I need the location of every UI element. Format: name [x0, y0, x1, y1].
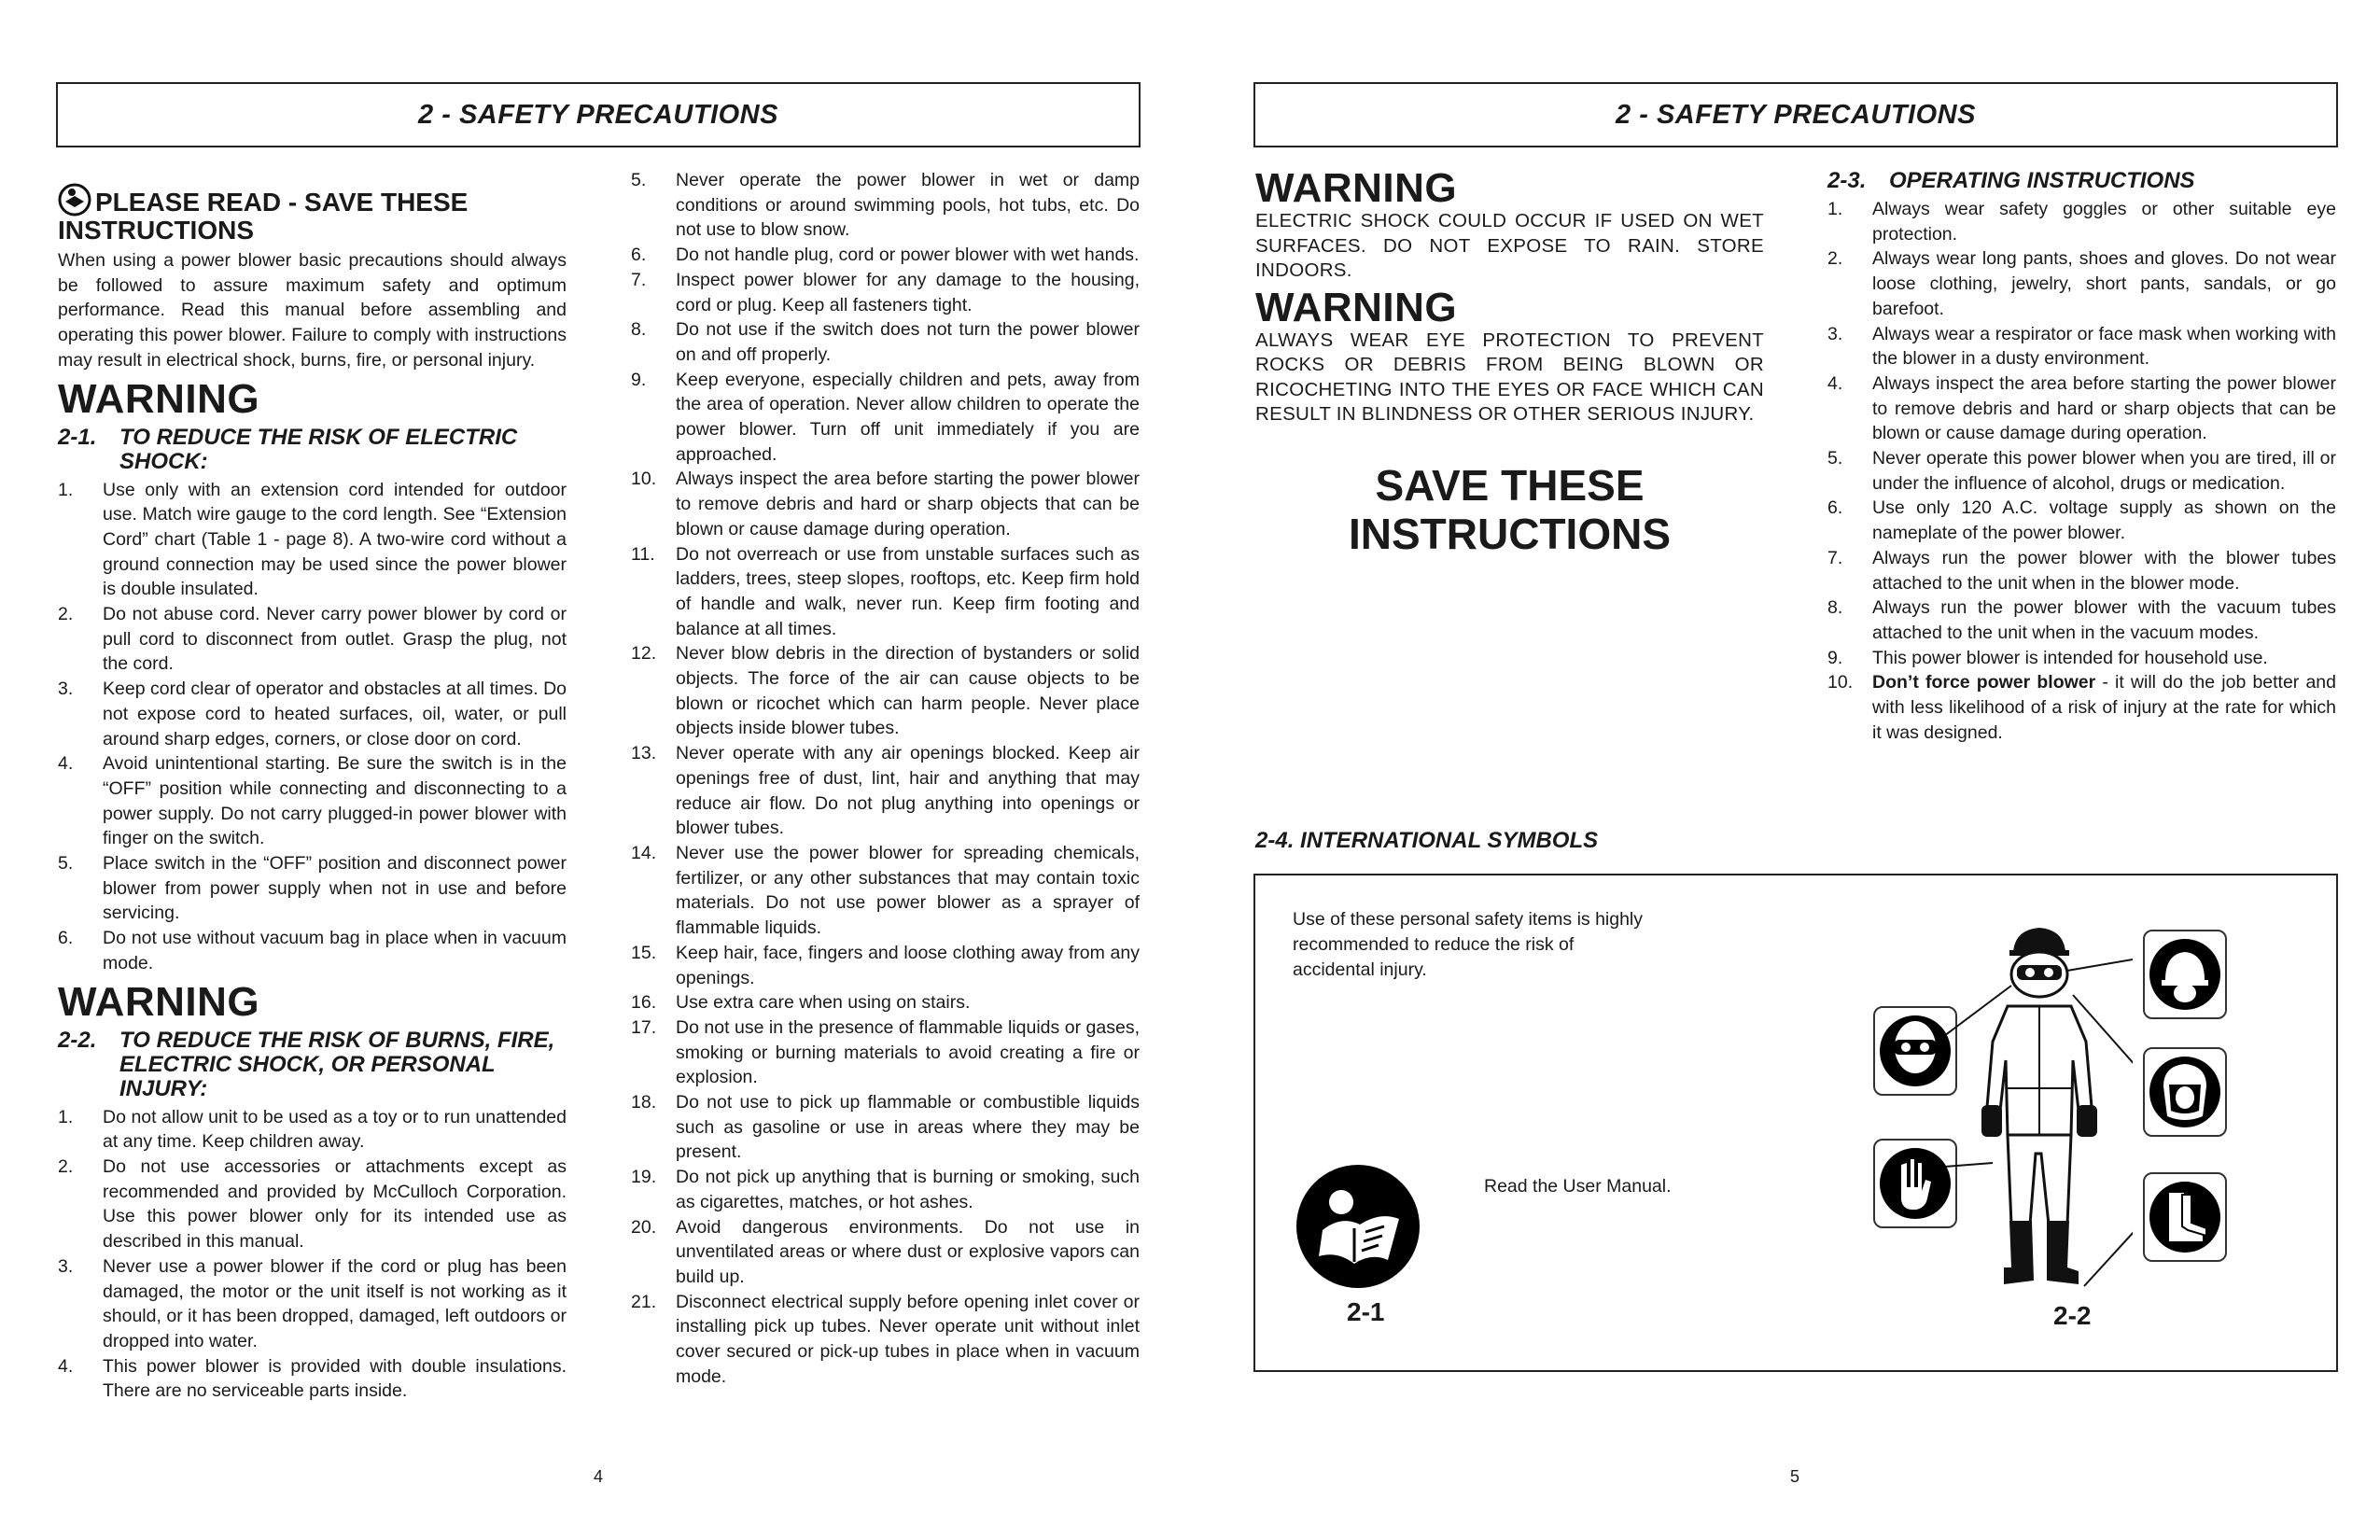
warning-eye-protection-text: ALWAYS WEAR EYE PROTECTION TO PREVENT ROCKS OR DEBRIS FROM BEING BLOWN OR RICOCHETING INTO THE EYES OR FACE WHICH CAN RESULT IN BLINDNESS OR OTHER SERIOUS INJURY.	[1255, 329, 1764, 425]
list-item: 17. Do not use in the presence of flammable liquids or gases, smoking or burning materials to avoid creating a fire or explosion.	[631, 1016, 1140, 1088]
list-item: 14. Never use the power blower for spreading chemicals, fertilizer, or any other substances that may contain toxic materials. Do not use power blower as a sprayer of flammable liquids.	[631, 842, 1140, 939]
hard-hat-icon	[2145, 931, 2225, 1017]
list-item: 21. Disconnect electrical supply before opening inlet cover or installing pick up tubes. Never operate unit without inlet cover secured or pick-up tubes in place when in vacuum mode.	[631, 1291, 1140, 1387]
symbols-note: Use of these personal safety items is highly recommended to reduce the risk of accidental injury.	[1293, 909, 1644, 980]
save-instructions-heading: SAVE THESE INSTRUCTIONS	[1349, 460, 1671, 558]
section-2-4-heading: 2-4. INTERNATIONAL SYMBOLS	[1255, 828, 1599, 853]
right-page-header: 2 - SAFETY PRECAUTIONS	[1253, 82, 2338, 147]
please-read-heading: PLEASE READ - SAVE THESE	[58, 183, 567, 217]
section-2-1-heading: 2-1. TO REDUCE THE RISK OF ELECTRIC SHOCK:	[58, 424, 518, 474]
boots-icon	[2145, 1174, 2225, 1260]
list-item: 6. Do not handle plug, cord or power blower with wet hands.	[631, 245, 1140, 266]
list-item: 5. Place switch in the “OFF” position and disconnect power blower from power supply when not in use and before servicing.	[58, 853, 567, 924]
right-column-1	[1255, 165, 1764, 558]
list-item: 13. Never operate with any air openings blocked. Keep air openings free of dust, lint, hair and anything that may reduce air flow. Do not plug anything into openings or blower tubes.	[631, 743, 1140, 839]
list-item: 1. Always wear safety goggles or other suitable eye protection.	[1827, 199, 2336, 245]
list-item: 18. Do not use to pick up flammable or combustible liquids such as gasoline or use in areas where they may be present.	[631, 1092, 1140, 1163]
intro-paragraph: When using a power blower basic precautions should always be followed to assure maximum safety and optimum performance. Read this manual before assembling and operating this power blower. Failure to comply with instructions may result in electrical shock, burns, fire, or personal injury.	[58, 250, 567, 371]
warning-heading-2: WARNING	[1255, 284, 1458, 330]
list-item: 7. Inspect power blower for any damage to the housing, cord or plug. Keep all fasteners tight.	[631, 269, 1140, 315]
left-column-1	[58, 183, 567, 1404]
list-item: 15. Keep hair, face, fingers and loose clothing away from any openings.	[631, 942, 1140, 988]
list-item: 5. Never operate the power blower in wet or damp conditions or around swimming pools, hot tubs, etc. Do not use to blow snow.	[631, 170, 1140, 241]
list-item: 10. Don’t force power blower - it will do the job better and with less likelihood of a risk of injury at the rate for which it was designed.	[1827, 672, 2336, 743]
right-page	[1190, 0, 2380, 1540]
read-manual-label: Read the User Manual.	[1484, 1176, 1672, 1197]
boots-symbol	[2143, 1172, 2227, 1262]
figure-2-2-label: 2-2	[2053, 1301, 2092, 1330]
face-shield-icon	[2145, 1049, 2225, 1135]
goggles-icon	[1875, 1008, 1955, 1094]
section-2-3-heading: 2-3. OPERATING INSTRUCTIONS	[1827, 168, 2195, 193]
left-page-header: 2 - SAFETY PRECAUTIONS	[56, 82, 1141, 147]
list-item: 19. Do not pick up anything that is burning or smoking, such as cigarettes, matches, or hot ashes.	[631, 1167, 1140, 1212]
read-manual-icon	[58, 183, 93, 217]
face-shield-symbol	[2143, 1047, 2227, 1137]
read-user-manual-icon	[1295, 1163, 1421, 1290]
gloves-symbol	[1873, 1139, 1957, 1228]
list-item: 9. This power blower is intended for household use.	[1827, 647, 2268, 668]
list-item: 6. Use only 120 A.C. voltage supply as shown on the nameplate of the power blower.	[1827, 497, 2336, 544]
goggles-symbol	[1873, 1006, 1957, 1096]
left-column-2	[631, 168, 1140, 1389]
list-item: 6. Do not use without vacuum bag in place when in vacuum mode.	[58, 928, 567, 973]
list-item: 20. Avoid dangerous environments. Do not use in unventilated areas or where dust or explosive vapors can build up.	[631, 1216, 1140, 1287]
list-item: 11. Do not overreach or use from unstable surfaces such as ladders, trees, steep slopes, rooftops, etc. Keep firm hold of handle and walk, never run. Keep firm footing and balance at all times.	[631, 543, 1140, 639]
section-2-2-list	[58, 1105, 567, 1404]
list-item: 4. This power blower is provided with double insulations. There are no serviceable parts inside.	[58, 1355, 567, 1402]
list-item: 5. Never operate this power blower when you are tired, ill or under the influence of alcohol, drugs or medication.	[1827, 448, 2336, 494]
page-number: 5	[1790, 1467, 1800, 1486]
list-item: 2. Always wear long pants, shoes and gloves. Do not wear loose clothing, jewelry, short pants, sandals, or go barefoot.	[1827, 248, 2336, 319]
warning-heading-1: WARNING	[58, 375, 260, 422]
figure-2-1-label: 2-1	[1347, 1297, 1385, 1326]
protected-worker-illustration	[1946, 920, 2133, 1322]
list-item: 3. Keep cord clear of operator and obstacles at all times. Do not expose cord to heated surfaces, oil, water, or pull around sharp edges, corners, or close door on cord.	[58, 679, 567, 749]
gloves-icon	[1875, 1141, 1955, 1226]
list-item: 8. Do not use if the switch does not turn the power blower on and off properly.	[631, 319, 1140, 365]
list-item: 4. Always inspect the area before starting the power blower to remove debris and hard or sharp objects that can be blown or cause damage during operation.	[1827, 372, 2336, 444]
hard-hat-symbol	[2143, 930, 2227, 1019]
list-item: 2. Do not use accessories or attachments except as recommended and provided by McCulloch Corporation. Use this power blower only for its intended use as described in this manual.	[58, 1155, 567, 1253]
list-item: 2. Do not abuse cord. Never carry power blower by cord or pull cord to disconnect from outlet. Grasp the plug, not the cord.	[58, 604, 567, 675]
warning-heading-1: WARNING	[1255, 165, 1458, 211]
international-symbols-box	[1253, 874, 2338, 1372]
list-item: 4. Avoid unintentional starting. Be sure the switch is in the “OFF” position while connecting and disconnecting to a power supply. Do not carry plugged-in power blower with finger on the switch.	[58, 753, 567, 849]
list-item: 1. Use only with an extension cord intended for outdoor use. Match wire gauge to the cord length. See “Extension Cord” chart (Table 1 - page 8). A two-wire cord without a ground connection may be used since the power blower is double insulated.	[58, 479, 567, 600]
right-column-2	[1827, 169, 2336, 745]
list-item: 8. Always run the power blower with the vacuum tubes attached to the unit when in the vacuum modes.	[1827, 597, 2336, 643]
list-item: 7. Always run the power blower with the blower tubes attached to the unit when in the blower mode.	[1827, 547, 2336, 594]
warning-shock-text: ELECTRIC SHOCK COULD OCCUR IF USED ON WET SURFACES. DO NOT EXPOSE TO RAIN. STORE INDOORS.	[1255, 210, 1764, 281]
general-safety-list	[631, 168, 1140, 1389]
section-2-2-heading: 2-2. TO REDUCE THE RISK OF BURNS, FIRE, ELECTRIC SHOCK, OR PERSONAL INJURY:	[58, 1027, 555, 1101]
warning-heading-2: WARNING	[58, 978, 260, 1025]
please-read-heading-line2: INSTRUCTIONS	[58, 216, 254, 245]
section-2-1-list	[58, 478, 567, 976]
list-item: 3. Always wear a respirator or face mask when working with the blower in a dusty environment.	[1827, 323, 2336, 370]
list-item: 12. Never blow debris in the direction of bystanders or solid objects. The force of the air can cause objects to be blown or ricochet which can harm people. Never place objects inside blower tubes.	[631, 643, 1140, 739]
list-item: 9. Keep everyone, especially children and pets, away from the area of operation. Never allow children to operate the power blower. Turn off unit immediately if you are approached.	[631, 369, 1140, 465]
list-item: 1. Do not allow unit to be used as a toy or to run unattended at any time. Keep children away.	[58, 1106, 567, 1153]
list-item: 16. Use extra care when using on stairs.	[631, 992, 971, 1014]
list-item: 10. Always inspect the area before starting the power blower to remove debris and hard or sharp objects that can be blown or cause damage during operation.	[631, 469, 1140, 539]
operating-instructions-list	[1827, 197, 2336, 745]
list-item: 3. Never use a power blower if the cord or plug has been damaged, the motor or the unit itself is not working as it should, or it has been dropped, damaged, left outdoors or dropped into water.	[58, 1255, 567, 1351]
page-number: 4	[594, 1467, 604, 1486]
